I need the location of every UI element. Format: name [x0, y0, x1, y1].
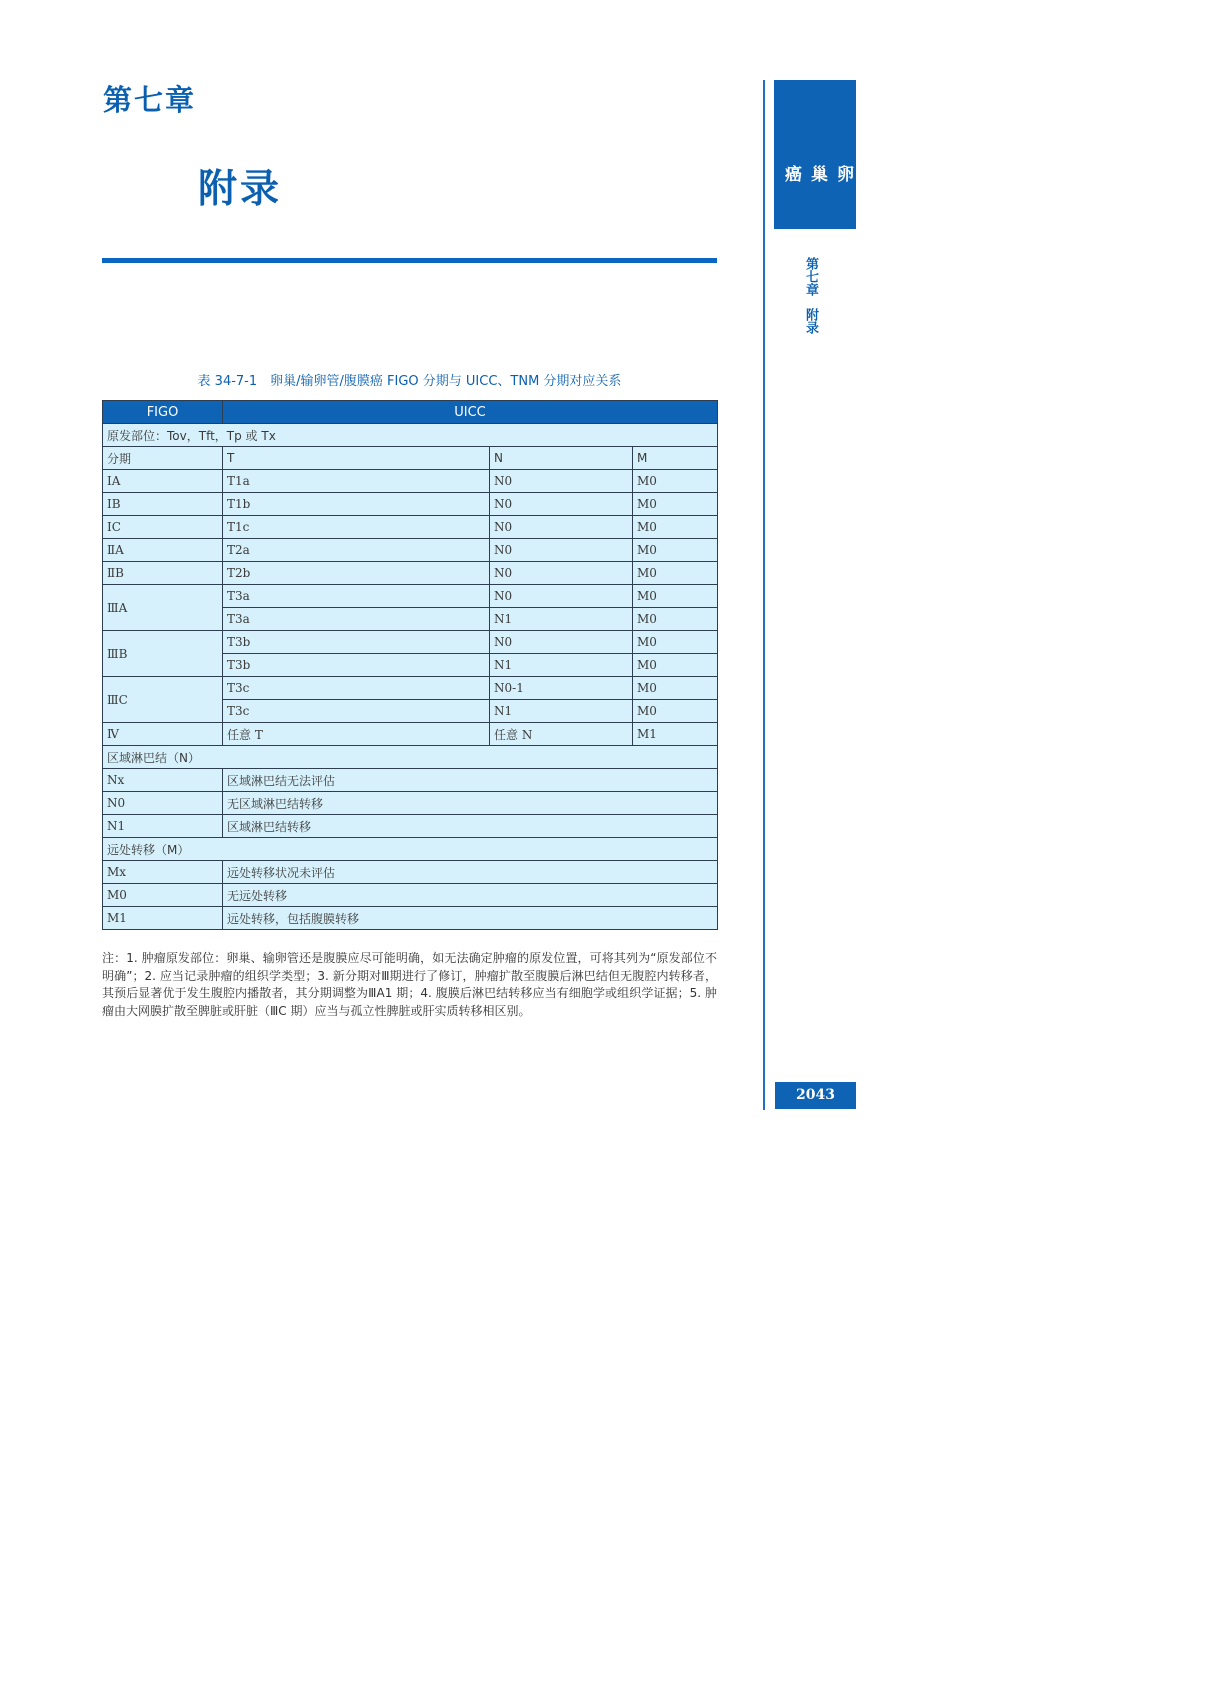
m-cell: M1 — [633, 723, 718, 746]
table-row — [103, 769, 718, 792]
m-cell: M0 — [633, 562, 718, 585]
col-label-stage: 分期 — [103, 447, 223, 470]
side-tab — [774, 80, 856, 229]
table-row — [103, 884, 718, 907]
desc-cell: 无区域淋巴结转移 — [223, 792, 718, 815]
code-cell: Nx — [103, 769, 223, 792]
stage-cell: ⅡA — [103, 539, 223, 562]
code-cell: N1 — [103, 815, 223, 838]
desc-cell: 远处转移状况未评估 — [223, 861, 718, 884]
n-cell: N0-1 — [490, 677, 633, 700]
n-cell: N0 — [490, 585, 633, 608]
n-cell: N0 — [490, 516, 633, 539]
desc-cell: 远处转移，包括腹膜转移 — [223, 907, 718, 930]
t-cell: T2b — [223, 562, 490, 585]
desc-cell: 区域淋巴结转移 — [223, 815, 718, 838]
mets-section-label: 远处转移（M） — [103, 838, 718, 861]
table-row — [103, 470, 718, 493]
t-cell: T3c — [223, 677, 490, 700]
col-label-n: N — [490, 447, 633, 470]
n-cell: N0 — [490, 470, 633, 493]
header-uicc: UICC — [223, 401, 718, 424]
code-cell: Mx — [103, 861, 223, 884]
n-cell: N1 — [490, 608, 633, 631]
n-cell: N0 — [490, 562, 633, 585]
table-row — [103, 585, 718, 608]
side-chapter-char: 七 — [803, 270, 818, 283]
code-cell: M0 — [103, 884, 223, 907]
code-cell: M1 — [103, 907, 223, 930]
n-cell: N1 — [490, 700, 633, 723]
t-cell: T1a — [223, 470, 490, 493]
side-chapter-label — [800, 257, 820, 334]
table-row — [103, 677, 718, 700]
staging-table — [102, 400, 718, 930]
table-row — [103, 516, 718, 539]
title-rule — [102, 258, 717, 263]
stage-cell: ⅠB — [103, 493, 223, 516]
m-cell: M0 — [633, 677, 718, 700]
table-row — [103, 723, 718, 746]
table-note: 注：1. 肿瘤原发部位：卵巢、输卵管还是腹膜应尽可能明确，如无法确定肿瘤的原发位置，可将其列为“原发部位不明确”；2. 应当记录肿瘤的组织学类型；3. 新分期对Ⅲ期进行了修订，肿瘤扩散至腹膜后淋巴结但无腹腔内转移者，其预后显著优于发生腹腔内播散者，其分期调整为ⅢA1 期；4. 腹膜后淋巴结转移应当有细胞学或组织学证据；5. 肿瘤由大网膜扩散至脾脏或肝脏（ⅢC 期）应当与孤立性脾脏或肝实质转移相区别。 — [102, 951, 717, 1018]
primary-section-label: 原发部位：Tov，Tft，Tp 或 Tx — [103, 424, 718, 447]
side-tab-char: 卵 — [833, 165, 853, 182]
col-label-t: T — [223, 447, 490, 470]
m-cell: M0 — [633, 539, 718, 562]
table-row — [103, 493, 718, 516]
m-cell: M0 — [633, 470, 718, 493]
t-cell: T3b — [223, 654, 490, 677]
margin-divider — [763, 80, 765, 1110]
m-cell: M0 — [633, 516, 718, 539]
stage-cell: ⅠA — [103, 470, 223, 493]
n-cell: N1 — [490, 654, 633, 677]
side-tab-char: 癌 — [781, 165, 801, 182]
t-cell: T3c — [223, 700, 490, 723]
table-row — [103, 539, 718, 562]
m-cell: M0 — [633, 585, 718, 608]
m-cell: M0 — [633, 608, 718, 631]
t-cell: T3b — [223, 631, 490, 654]
stage-cell: ⅢC — [103, 677, 223, 723]
m-cell: M0 — [633, 654, 718, 677]
section-row — [103, 746, 718, 769]
code-cell: N0 — [103, 792, 223, 815]
t-cell: T2a — [223, 539, 490, 562]
table-caption: 表 34-7-1 卵巢/输卵管/腹膜癌 FIGO 分期与 UICC、TNM 分期对应关系 — [197, 374, 622, 389]
side-tab-char: 巢 — [807, 165, 827, 182]
stage-cell: Ⅳ — [103, 723, 223, 746]
t-cell: T3a — [223, 608, 490, 631]
side-section-char: 附 — [803, 308, 818, 321]
t-cell: T1c — [223, 516, 490, 539]
n-cell: N0 — [490, 539, 633, 562]
table-header-row — [103, 401, 718, 424]
page-title: 附录 — [198, 167, 283, 212]
t-cell: T1b — [223, 493, 490, 516]
nodes-section-label: 区域淋巴结（N） — [103, 746, 718, 769]
n-cell: 任意 N — [490, 723, 633, 746]
table-row — [103, 815, 718, 838]
section-row — [103, 838, 718, 861]
stage-cell: ⅢB — [103, 631, 223, 677]
desc-cell: 无远处转移 — [223, 884, 718, 907]
page-number: 2043 — [775, 1082, 856, 1109]
m-cell: M0 — [633, 493, 718, 516]
m-cell: M0 — [633, 631, 718, 654]
side-chapter-char: 章 — [803, 283, 818, 296]
chapter-label: 第七章 — [103, 83, 197, 117]
table-row — [103, 631, 718, 654]
stage-cell: ⅢA — [103, 585, 223, 631]
n-cell: N0 — [490, 631, 633, 654]
col-label-m: M — [633, 447, 718, 470]
column-label-row — [103, 447, 718, 470]
side-chapter-char: 第 — [803, 257, 818, 270]
side-section-char: 录 — [803, 321, 818, 334]
desc-cell: 区域淋巴结无法评估 — [223, 769, 718, 792]
section-row — [103, 424, 718, 447]
m-cell: M0 — [633, 700, 718, 723]
stage-cell: ⅡB — [103, 562, 223, 585]
header-figo: FIGO — [103, 401, 223, 424]
table-row — [103, 861, 718, 884]
n-cell: N0 — [490, 493, 633, 516]
table-row — [103, 562, 718, 585]
t-cell: 任意 T — [223, 723, 490, 746]
stage-cell: ⅠC — [103, 516, 223, 539]
table-row — [103, 907, 718, 930]
t-cell: T3a — [223, 585, 490, 608]
table-row — [103, 792, 718, 815]
